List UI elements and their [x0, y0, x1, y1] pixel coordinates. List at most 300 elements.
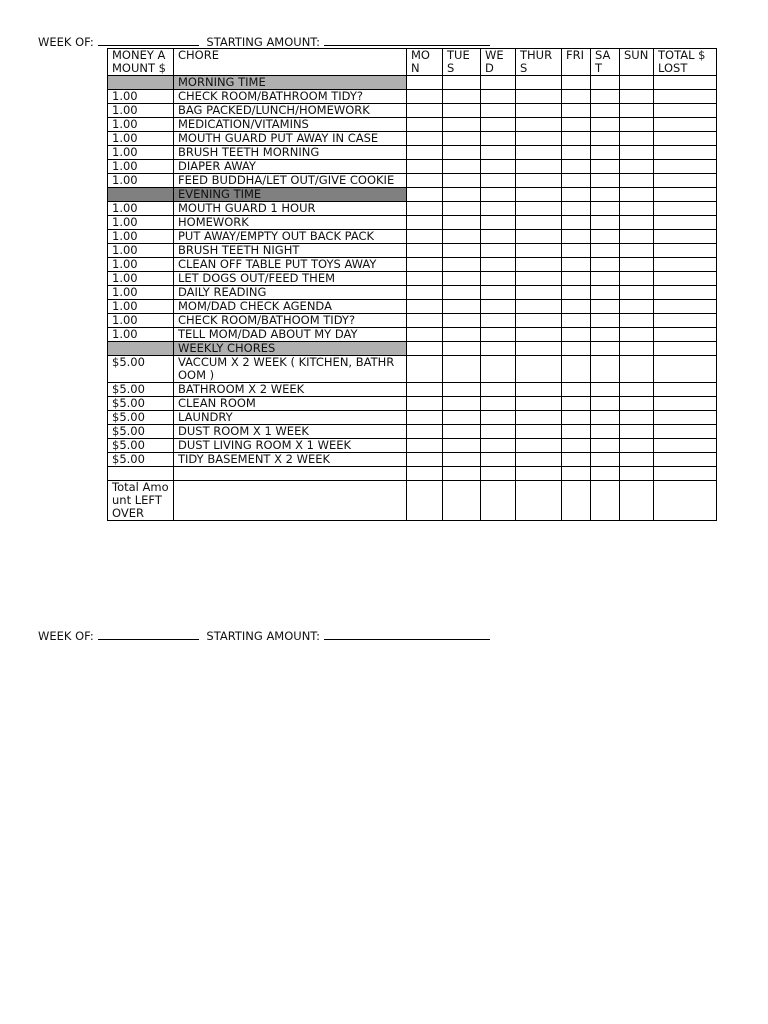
- checkbox-cell[interactable]: [654, 439, 717, 453]
- checkbox-cell[interactable]: [620, 411, 654, 425]
- checkbox-cell[interactable]: [562, 132, 591, 146]
- checkbox-cell[interactable]: [591, 356, 620, 383]
- checkbox-cell[interactable]: [620, 272, 654, 286]
- checkbox-cell[interactable]: [654, 76, 717, 90]
- checkbox-cell[interactable]: [516, 397, 562, 411]
- total-left-over-label: Total Amount LEFT OVER: [108, 481, 174, 521]
- checkbox-cell[interactable]: [407, 481, 443, 521]
- checkbox-cell[interactable]: [620, 174, 654, 188]
- checkbox-cell[interactable]: [407, 397, 443, 411]
- checkbox-cell[interactable]: [481, 118, 516, 132]
- total-row: [108, 481, 717, 521]
- checkbox-cell[interactable]: [516, 300, 562, 314]
- checkbox-cell[interactable]: [654, 258, 717, 272]
- checkbox-cell[interactable]: [516, 286, 562, 300]
- checkbox-cell[interactable]: [562, 188, 591, 202]
- chore-row: [108, 397, 717, 411]
- checkbox-cell[interactable]: [516, 272, 562, 286]
- chore-row: [108, 383, 717, 397]
- checkbox-cell[interactable]: [407, 76, 443, 90]
- checkbox-cell[interactable]: [443, 439, 481, 453]
- chore-row: [108, 244, 717, 258]
- chore-row: [108, 411, 717, 425]
- chore-name: TELL MOM/DAD ABOUT MY DAY: [174, 328, 407, 342]
- checkbox-cell[interactable]: [562, 286, 591, 300]
- checkbox-cell[interactable]: [562, 202, 591, 216]
- checkbox-cell[interactable]: [407, 202, 443, 216]
- checkbox-cell[interactable]: [591, 467, 620, 481]
- checkbox-cell[interactable]: [562, 146, 591, 160]
- checkbox-cell[interactable]: [516, 118, 562, 132]
- checkbox-cell[interactable]: [562, 314, 591, 328]
- checkbox-cell[interactable]: [481, 188, 516, 202]
- checkbox-cell[interactable]: [591, 216, 620, 230]
- checkbox-cell[interactable]: [481, 342, 516, 356]
- checkbox-cell[interactable]: [620, 397, 654, 411]
- checkbox-cell[interactable]: [562, 467, 591, 481]
- day-header-fri: FRI: [562, 49, 591, 76]
- starting-amount-field[interactable]: [324, 33, 490, 46]
- section-row-weekly: [108, 342, 717, 356]
- checkbox-cell[interactable]: [481, 258, 516, 272]
- chore-row: [108, 356, 717, 383]
- checkbox-cell[interactable]: [620, 314, 654, 328]
- checkbox-cell[interactable]: [620, 76, 654, 90]
- chore-name: MOUTH GUARD 1 HOUR: [174, 202, 407, 216]
- checkbox-cell[interactable]: [407, 216, 443, 230]
- checkbox-cell[interactable]: [654, 174, 717, 188]
- checkbox-cell[interactable]: [591, 272, 620, 286]
- checkbox-cell[interactable]: [591, 481, 620, 521]
- checkbox-cell[interactable]: [481, 411, 516, 425]
- week-of-field[interactable]: [98, 33, 199, 46]
- checkbox-cell[interactable]: [654, 300, 717, 314]
- checkbox-cell[interactable]: [654, 481, 717, 521]
- section-title: MORNING TIME: [174, 76, 407, 90]
- checkbox-cell[interactable]: [562, 118, 591, 132]
- checkbox-cell[interactable]: [481, 174, 516, 188]
- checkbox-cell[interactable]: [516, 453, 562, 467]
- chore-table: [107, 48, 717, 521]
- checkbox-cell[interactable]: [443, 76, 481, 90]
- chore-name: CLEAN OFF TABLE PUT TOYS AWAY: [174, 258, 407, 272]
- checkbox-cell[interactable]: [620, 439, 654, 453]
- checkbox-cell[interactable]: [407, 286, 443, 300]
- checkbox-cell[interactable]: [516, 244, 562, 258]
- checkbox-cell[interactable]: [591, 453, 620, 467]
- chore-name: DAILY READING: [174, 286, 407, 300]
- checkbox-cell[interactable]: [654, 160, 717, 174]
- week-of-label: WEEK OF:: [38, 35, 94, 49]
- checkbox-cell[interactable]: [443, 146, 481, 160]
- chore-name: DIAPER AWAY: [174, 160, 407, 174]
- checkbox-cell[interactable]: [443, 453, 481, 467]
- checkbox-cell[interactable]: [654, 90, 717, 104]
- checkbox-cell[interactable]: [591, 132, 620, 146]
- checkbox-cell[interactable]: [620, 230, 654, 244]
- checkbox-cell[interactable]: [108, 467, 174, 481]
- checkbox-cell[interactable]: [407, 383, 443, 397]
- checkbox-cell[interactable]: [620, 188, 654, 202]
- checkbox-cell[interactable]: [562, 453, 591, 467]
- checkbox-cell[interactable]: [562, 104, 591, 118]
- week-of-label: WEEK OF:: [38, 629, 94, 643]
- chore-row: [108, 314, 717, 328]
- checkbox-cell[interactable]: [654, 216, 717, 230]
- checkbox-cell[interactable]: [654, 286, 717, 300]
- checkbox-cell[interactable]: [481, 272, 516, 286]
- checkbox-cell[interactable]: [654, 383, 717, 397]
- checkbox-cell[interactable]: [516, 258, 562, 272]
- checkbox-cell[interactable]: [516, 174, 562, 188]
- checkbox-cell[interactable]: [562, 481, 591, 521]
- checkbox-cell[interactable]: [407, 188, 443, 202]
- checkbox-cell[interactable]: [407, 467, 443, 481]
- checkbox-cell[interactable]: [516, 356, 562, 383]
- checkbox-cell[interactable]: [516, 146, 562, 160]
- starting-amount-label: STARTING AMOUNT:: [206, 35, 320, 49]
- checkbox-cell[interactable]: [443, 328, 481, 342]
- checkbox-cell[interactable]: [407, 328, 443, 342]
- checkbox-cell[interactable]: [620, 356, 654, 383]
- checkbox-cell[interactable]: [407, 356, 443, 383]
- checkbox-cell[interactable]: [481, 244, 516, 258]
- starting-amount-field[interactable]: [324, 627, 490, 640]
- checkbox-cell[interactable]: [481, 467, 516, 481]
- checkbox-cell[interactable]: [481, 314, 516, 328]
- checkbox-cell[interactable]: [407, 439, 443, 453]
- checkbox-cell[interactable]: [516, 230, 562, 244]
- checkbox-cell[interactable]: [562, 300, 591, 314]
- checkbox-cell[interactable]: [654, 272, 717, 286]
- checkbox-cell[interactable]: [174, 481, 407, 521]
- checkbox-cell[interactable]: [443, 467, 481, 481]
- checkbox-cell[interactable]: [481, 146, 516, 160]
- checkbox-cell[interactable]: [591, 342, 620, 356]
- checkbox-cell[interactable]: [516, 104, 562, 118]
- checkbox-cell[interactable]: [654, 397, 717, 411]
- checkbox-cell[interactable]: [481, 104, 516, 118]
- checkbox-cell[interactable]: [562, 76, 591, 90]
- checkbox-cell[interactable]: [443, 230, 481, 244]
- checkbox-cell[interactable]: [654, 342, 717, 356]
- checkbox-cell[interactable]: [654, 118, 717, 132]
- checkbox-cell[interactable]: [443, 104, 481, 118]
- checkbox-cell[interactable]: [407, 425, 443, 439]
- checkbox-cell[interactable]: [481, 216, 516, 230]
- checkbox-cell[interactable]: [443, 411, 481, 425]
- checkbox-cell[interactable]: [654, 356, 717, 383]
- checkbox-cell[interactable]: [654, 314, 717, 328]
- checkbox-cell[interactable]: [407, 244, 443, 258]
- checkbox-cell[interactable]: [562, 397, 591, 411]
- checkbox-cell[interactable]: [481, 356, 516, 383]
- checkbox-cell[interactable]: [620, 342, 654, 356]
- checkbox-cell[interactable]: [654, 425, 717, 439]
- checkbox-cell[interactable]: [407, 300, 443, 314]
- checkbox-cell[interactable]: [407, 90, 443, 104]
- chore-row: [108, 160, 717, 174]
- checkbox-cell[interactable]: [407, 453, 443, 467]
- checkbox-cell[interactable]: [407, 258, 443, 272]
- checkbox-cell[interactable]: [407, 314, 443, 328]
- checkbox-cell[interactable]: [591, 244, 620, 258]
- checkbox-cell[interactable]: [407, 411, 443, 425]
- checkbox-cell[interactable]: [516, 425, 562, 439]
- chore-amount: $5.00: [108, 425, 174, 439]
- chore-row: [108, 104, 717, 118]
- checkbox-cell[interactable]: [443, 342, 481, 356]
- section-amount-cell: [108, 342, 174, 356]
- chore-name: MOUTH GUARD PUT AWAY IN CASE: [174, 132, 407, 146]
- checkbox-cell[interactable]: [654, 244, 717, 258]
- checkbox-cell[interactable]: [654, 202, 717, 216]
- checkbox-cell[interactable]: [443, 481, 481, 521]
- checkbox-cell[interactable]: [654, 411, 717, 425]
- checkbox-cell[interactable]: [443, 383, 481, 397]
- checkbox-cell[interactable]: [516, 202, 562, 216]
- checkbox-cell[interactable]: [516, 76, 562, 90]
- checkbox-cell[interactable]: [407, 160, 443, 174]
- checkbox-cell[interactable]: [562, 230, 591, 244]
- checkbox-cell[interactable]: [620, 202, 654, 216]
- checkbox-cell[interactable]: [620, 383, 654, 397]
- checkbox-cell[interactable]: [654, 230, 717, 244]
- chore-amount: 1.00: [108, 258, 174, 272]
- checkbox-cell[interactable]: [443, 258, 481, 272]
- checkbox-cell[interactable]: [443, 118, 481, 132]
- checkbox-cell[interactable]: [591, 160, 620, 174]
- chore-name: MEDICATION/VITAMINS: [174, 118, 407, 132]
- checkbox-cell[interactable]: [443, 244, 481, 258]
- checkbox-cell[interactable]: [443, 356, 481, 383]
- checkbox-cell[interactable]: [620, 146, 654, 160]
- checkbox-cell[interactable]: [481, 328, 516, 342]
- chore-amount: 1.00: [108, 90, 174, 104]
- checkbox-cell[interactable]: [407, 174, 443, 188]
- checkbox-cell[interactable]: [620, 328, 654, 342]
- checkbox-cell[interactable]: [562, 272, 591, 286]
- checkbox-cell[interactable]: [591, 202, 620, 216]
- checkbox-cell[interactable]: [562, 356, 591, 383]
- chore-amount: 1.00: [108, 202, 174, 216]
- checkbox-cell[interactable]: [443, 272, 481, 286]
- checkbox-cell[interactable]: [443, 188, 481, 202]
- checkbox-cell[interactable]: [443, 160, 481, 174]
- checkbox-cell[interactable]: [562, 258, 591, 272]
- checkbox-cell[interactable]: [591, 230, 620, 244]
- checkbox-cell[interactable]: [591, 397, 620, 411]
- checkbox-cell[interactable]: [562, 439, 591, 453]
- checkbox-cell[interactable]: [481, 300, 516, 314]
- checkbox-cell[interactable]: [620, 425, 654, 439]
- checkbox-cell[interactable]: [620, 467, 654, 481]
- checkbox-cell[interactable]: [654, 328, 717, 342]
- checkbox-cell[interactable]: [654, 467, 717, 481]
- chore-row: [108, 90, 717, 104]
- money-amount-header: MONEY AMOUNT $: [108, 49, 174, 76]
- chore-amount: $5.00: [108, 411, 174, 425]
- checkbox-cell[interactable]: [481, 383, 516, 397]
- checkbox-cell[interactable]: [562, 383, 591, 397]
- checkbox-cell[interactable]: [443, 202, 481, 216]
- checkbox-cell[interactable]: [591, 286, 620, 300]
- checkbox-cell[interactable]: [443, 90, 481, 104]
- checkbox-cell[interactable]: [481, 160, 516, 174]
- chore-amount: 1.00: [108, 314, 174, 328]
- checkbox-cell[interactable]: [620, 104, 654, 118]
- checkbox-cell[interactable]: [481, 453, 516, 467]
- checkbox-cell[interactable]: [516, 216, 562, 230]
- checkbox-cell[interactable]: [591, 328, 620, 342]
- chore-amount: 1.00: [108, 328, 174, 342]
- checkbox-cell[interactable]: [481, 90, 516, 104]
- checkbox-cell[interactable]: [591, 411, 620, 425]
- checkbox-cell[interactable]: [516, 481, 562, 521]
- checkbox-cell[interactable]: [620, 216, 654, 230]
- checkbox-cell[interactable]: [443, 300, 481, 314]
- chore-name: CHECK ROOM/BATHROOM TIDY?: [174, 90, 407, 104]
- checkbox-cell[interactable]: [481, 202, 516, 216]
- header-row: [108, 49, 717, 76]
- checkbox-cell[interactable]: [407, 132, 443, 146]
- checkbox-cell[interactable]: [481, 286, 516, 300]
- checkbox-cell[interactable]: [516, 132, 562, 146]
- chore-row: [108, 132, 717, 146]
- checkbox-cell[interactable]: [407, 104, 443, 118]
- checkbox-cell[interactable]: [516, 160, 562, 174]
- chore-row: [108, 118, 717, 132]
- checkbox-cell[interactable]: [481, 397, 516, 411]
- checkbox-cell[interactable]: [407, 342, 443, 356]
- chore-amount: 1.00: [108, 230, 174, 244]
- checkbox-cell[interactable]: [591, 118, 620, 132]
- chore-name: BATHROOM X 2 WEEK: [174, 383, 407, 397]
- checkbox-cell[interactable]: [591, 146, 620, 160]
- checkbox-cell[interactable]: [516, 90, 562, 104]
- checkbox-cell[interactable]: [620, 160, 654, 174]
- checkbox-cell[interactable]: [591, 188, 620, 202]
- chore-row: [108, 230, 717, 244]
- checkbox-cell[interactable]: [620, 90, 654, 104]
- chore-name: FEED BUDDHA/LET OUT/GIVE COOKIE: [174, 174, 407, 188]
- checkbox-cell[interactable]: [591, 300, 620, 314]
- checkbox-cell[interactable]: [516, 467, 562, 481]
- checkbox-cell[interactable]: [516, 342, 562, 356]
- blank-row: [108, 467, 717, 481]
- checkbox-cell[interactable]: [654, 453, 717, 467]
- checkbox-cell[interactable]: [562, 425, 591, 439]
- chore-row: [108, 258, 717, 272]
- chore-amount: 1.00: [108, 174, 174, 188]
- checkbox-cell[interactable]: [620, 118, 654, 132]
- chore-amount: 1.00: [108, 272, 174, 286]
- checkbox-cell[interactable]: [443, 216, 481, 230]
- checkbox-cell[interactable]: [620, 286, 654, 300]
- checkbox-cell[interactable]: [562, 328, 591, 342]
- checkbox-cell[interactable]: [443, 425, 481, 439]
- checkbox-cell[interactable]: [443, 174, 481, 188]
- checkbox-cell[interactable]: [516, 328, 562, 342]
- checkbox-cell[interactable]: [516, 383, 562, 397]
- checkbox-cell[interactable]: [591, 258, 620, 272]
- checkbox-cell[interactable]: [591, 439, 620, 453]
- chore-amount: $5.00: [108, 356, 174, 383]
- checkbox-cell[interactable]: [443, 397, 481, 411]
- week-header: [38, 33, 494, 49]
- checkbox-cell[interactable]: [407, 146, 443, 160]
- checkbox-cell[interactable]: [591, 425, 620, 439]
- checkbox-cell[interactable]: [654, 188, 717, 202]
- chore-name: CLEAN ROOM: [174, 397, 407, 411]
- chore-name: VACCUM X 2 WEEK ( KITCHEN, BATHROOM ): [174, 356, 407, 383]
- checkbox-cell[interactable]: [516, 314, 562, 328]
- checkbox-cell[interactable]: [481, 132, 516, 146]
- week-of-field[interactable]: [98, 627, 199, 640]
- chore-row: [108, 174, 717, 188]
- checkbox-cell[interactable]: [174, 467, 407, 481]
- chore-row: [108, 216, 717, 230]
- chore-amount: 1.00: [108, 132, 174, 146]
- checkbox-cell[interactable]: [591, 90, 620, 104]
- checkbox-cell[interactable]: [562, 342, 591, 356]
- checkbox-cell[interactable]: [562, 160, 591, 174]
- checkbox-cell[interactable]: [481, 481, 516, 521]
- checkbox-cell[interactable]: [516, 439, 562, 453]
- checkbox-cell[interactable]: [407, 272, 443, 286]
- checkbox-cell[interactable]: [562, 174, 591, 188]
- checkbox-cell[interactable]: [620, 258, 654, 272]
- checkbox-cell[interactable]: [407, 118, 443, 132]
- checkbox-cell[interactable]: [620, 453, 654, 467]
- checkbox-cell[interactable]: [481, 425, 516, 439]
- checkbox-cell[interactable]: [562, 216, 591, 230]
- checkbox-cell[interactable]: [591, 383, 620, 397]
- checkbox-cell[interactable]: [516, 188, 562, 202]
- section-title: EVENING TIME: [174, 188, 407, 202]
- chore-name: HOMEWORK: [174, 216, 407, 230]
- checkbox-cell[interactable]: [443, 286, 481, 300]
- checkbox-cell[interactable]: [562, 244, 591, 258]
- checkbox-cell[interactable]: [654, 104, 717, 118]
- checkbox-cell[interactable]: [654, 146, 717, 160]
- checkbox-cell[interactable]: [562, 90, 591, 104]
- checkbox-cell[interactable]: [591, 76, 620, 90]
- checkbox-cell[interactable]: [591, 104, 620, 118]
- chore-name: BAG PACKED/LUNCH/HOMEWORK: [174, 104, 407, 118]
- checkbox-cell[interactable]: [620, 481, 654, 521]
- checkbox-cell[interactable]: [591, 174, 620, 188]
- checkbox-cell[interactable]: [620, 300, 654, 314]
- checkbox-cell[interactable]: [443, 314, 481, 328]
- checkbox-cell[interactable]: [562, 411, 591, 425]
- checkbox-cell[interactable]: [620, 244, 654, 258]
- chore-name: TIDY BASEMENT X 2 WEEK: [174, 453, 407, 467]
- checkbox-cell[interactable]: [591, 314, 620, 328]
- checkbox-cell[interactable]: [516, 411, 562, 425]
- checkbox-cell[interactable]: [481, 230, 516, 244]
- checkbox-cell[interactable]: [443, 132, 481, 146]
- checkbox-cell[interactable]: [654, 132, 717, 146]
- chore-amount: $5.00: [108, 383, 174, 397]
- checkbox-cell[interactable]: [481, 76, 516, 90]
- chore-row: [108, 286, 717, 300]
- checkbox-cell[interactable]: [407, 230, 443, 244]
- checkbox-cell[interactable]: [620, 132, 654, 146]
- checkbox-cell[interactable]: [481, 439, 516, 453]
- chore-amount: 1.00: [108, 118, 174, 132]
- chore-row: [108, 439, 717, 453]
